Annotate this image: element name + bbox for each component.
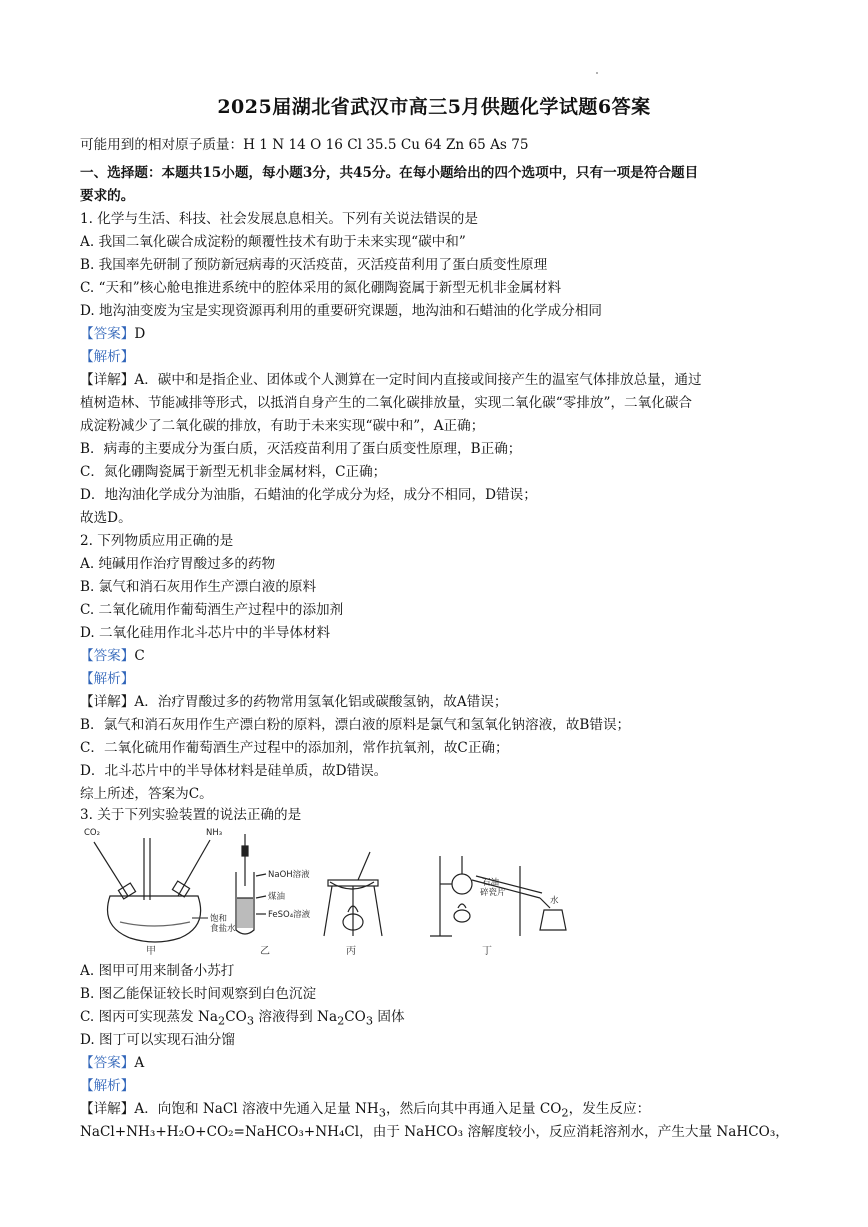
answer-value: C (134, 648, 145, 664)
caption-d: 丁 (482, 946, 492, 957)
q1-detail-line5: C．氮化硼陶瓷属于新型无机非金属材料，C正确； (80, 464, 387, 480)
q2-stem: 2. 下列物质应用正确的是 (80, 533, 234, 549)
q1-analysis-tag: 【解析】 (80, 349, 135, 365)
q1-detail-line1 (80, 369, 800, 391)
q2-answer (80, 645, 800, 667)
atomic-masses: 可能用到的相对原子质量：H 1 N 14 O 16 Cl 35.5 Cu 64 Zn 65 As 75 (80, 137, 529, 153)
caption-a: 甲 (146, 946, 156, 957)
label-kerosene: 煤油 (268, 892, 286, 902)
q2-conclusion: 综上所述，答案为C。 (80, 786, 213, 802)
c-text-3: 溶液得到 Na (254, 1009, 338, 1025)
section-heading-line2: 要求的。 (80, 188, 135, 204)
q1-detail-line6: D．地沟油化学成分为油脂，石蜡油的化学成分为烃，成分不相同，D错误； (80, 487, 537, 503)
c-text-1: C. 图丙可实现蒸发 Na (80, 1009, 219, 1025)
q1-option-a: A. 我国二氧化碳合成淀粉的颠覆性技术有助于未来实现“碳中和” (80, 234, 466, 250)
q2-option-b: B. 氯气和消石灰用作生产漂白液的原料 (80, 579, 317, 595)
q2-detail-line4: D．北斗芯片中的半导体材料是硅单质，故D错误。 (80, 763, 388, 779)
q3-option-c: C. 图丙可实现蒸发 $Na_2CO_3$ 溶液得到 $Na_2CO_3$ 固体 (80, 1009, 405, 1028)
caption-c: 丙 (346, 946, 356, 957)
label-porcelain: 碎瓷片 (480, 888, 506, 898)
q3-detail-line2: NaCl+NH₃+H₂O+CO₂=NaHCO₃+NH₄Cl，由于 NaHCO₃ 溶解度较小，反应消耗溶剂水，产生大量 NaHCO₃， (80, 1124, 789, 1140)
caption-b: 乙 (260, 946, 270, 957)
label-petroleum: 石油 (482, 878, 500, 888)
q1-stem: 1. 化学与生活、科技、社会发展息息相关。下列有关说法错误的是 (80, 211, 478, 227)
answer-tag: 【答案】 (80, 326, 135, 342)
receiving-flask (540, 910, 566, 930)
scan-speck (596, 72, 598, 74)
detail-text: A．治疗胃酸过多的药物常用氢氧化铝或碳酸氢钠，故A错误； (134, 694, 508, 710)
q3-option-d: D. 图丁可以实现石油分馏 (80, 1032, 235, 1048)
nh3-inlet-tube (178, 840, 210, 896)
q3-detail-line1: 【详解】A．向饱和 NaCl 溶液中先通入足量 $NH_3$，然后向其中再通入足量 $CO_2$，发生反应： (80, 1101, 651, 1120)
glass-rod (358, 852, 370, 880)
q1-detail-line3: 成淀粉减少了二氧化碳的排放，有助于未来实现“碳中和”，A正确； (80, 418, 485, 434)
q2-detail-line1 (80, 691, 800, 713)
detail-text-1: A．向饱和 NaCl 溶液中先通入足量 NH (134, 1101, 379, 1117)
label-saturated: 饱和 (210, 914, 228, 924)
q3-option-b: B. 图乙能保证较长时间观察到白色沉淀 (80, 986, 317, 1002)
answer-value: D (134, 326, 146, 342)
label-naoh: NaOH溶液 (268, 870, 310, 880)
detail-tag: 【详解】 (80, 372, 135, 388)
distillation-flask (452, 874, 472, 894)
c-text-2: CO (225, 1009, 247, 1025)
label-brine: 食盐水 (210, 924, 236, 934)
detail-tag: 【详解】 (80, 1101, 135, 1117)
c-text-5: 固体 (373, 1009, 405, 1025)
detail-tag: 【详解】 (80, 694, 135, 710)
q3-answer (80, 1052, 800, 1074)
q3-stem: 3. 关于下列实验装置的说法正确的是 (80, 807, 302, 823)
q1-option-c: C. “天和”核心舱电推进系统中的腔体采用的氮化硼陶瓷属于新型无机非金属材料 (80, 280, 562, 296)
q3-apparatus-figure (80, 826, 580, 958)
q2-option-c: C. 二氧化硫用作葡萄酒生产过程中的添加剂 (80, 602, 344, 618)
detail-text-3: ，发生反应： (568, 1101, 651, 1117)
answer-value: A (134, 1055, 145, 1071)
q2-option-d: D. 二氧化硅用作北斗芯片中的半导体材料 (80, 625, 331, 641)
q2-analysis-tag: 【解析】 (80, 671, 135, 687)
label-nh3: NH₃ (206, 828, 223, 838)
q2-detail-line2: B．氯气和消石灰用作生产漂白粉的原料，漂白液的原料是氯气和氢氧化钠溶液，故B错误； (80, 717, 631, 733)
q2-option-a: A. 纯碱用作治疗胃酸过多的药物 (80, 556, 276, 572)
label-co2: CO₂ (84, 828, 101, 838)
q2-detail-line3: C．二氧化硫用作葡萄酒生产过程中的添加剂，常作抗氧剂，故C正确； (80, 740, 509, 756)
q3-analysis-tag: 【解析】 (80, 1078, 135, 1094)
answer-tag: 【答案】 (80, 648, 135, 664)
q3-option-a: A. 图甲可用来制备小苏打 (80, 963, 235, 979)
q1-option-b: B. 我国率先研制了预防新冠病毒的灭活疫苗，灭活疫苗利用了蛋白质变性原理 (80, 257, 548, 273)
q1-option-d: D. 地沟油变废为宝是实现资源再利用的重要研究课题，地沟油和石蜡油的化学成分相同 (80, 303, 603, 319)
label-water: 水 (550, 896, 559, 906)
page-title: 2025届湖北省武汉市高三5月供题化学试题6答案 (217, 96, 651, 118)
label-feso4: FeSO₄溶液 (268, 910, 311, 920)
detail-text: A．碳中和是指企业、团体或个人测算在一定时间内直接或间接产生的温室气体排放总量，通过 (134, 372, 702, 388)
section-heading-line1: 一、选择题：本题共15小题，每小题3分，共45分。在每小题给出的四个选项中，只有一项是符合题目 (80, 165, 699, 181)
q1-answer (80, 323, 800, 345)
answer-tag: 【答案】 (80, 1055, 135, 1071)
q1-conclusion: 故选D。 (80, 510, 132, 526)
q1-detail-line2: 植树造林、节能减排等形式，以抵消自身产生的二氧化碳排放量，实现二氧化碳“零排放”，二氧化碳合 (80, 395, 693, 411)
three-neck-flask (108, 896, 201, 942)
c-text-4: CO (344, 1009, 366, 1025)
detail-text-2: ，然后向其中再通入足量 CO (386, 1101, 562, 1117)
q1-detail-line4: B．病毒的主要成分为蛋白质，灭活疫苗利用了蛋白质变性原理，B正确； (80, 441, 522, 457)
